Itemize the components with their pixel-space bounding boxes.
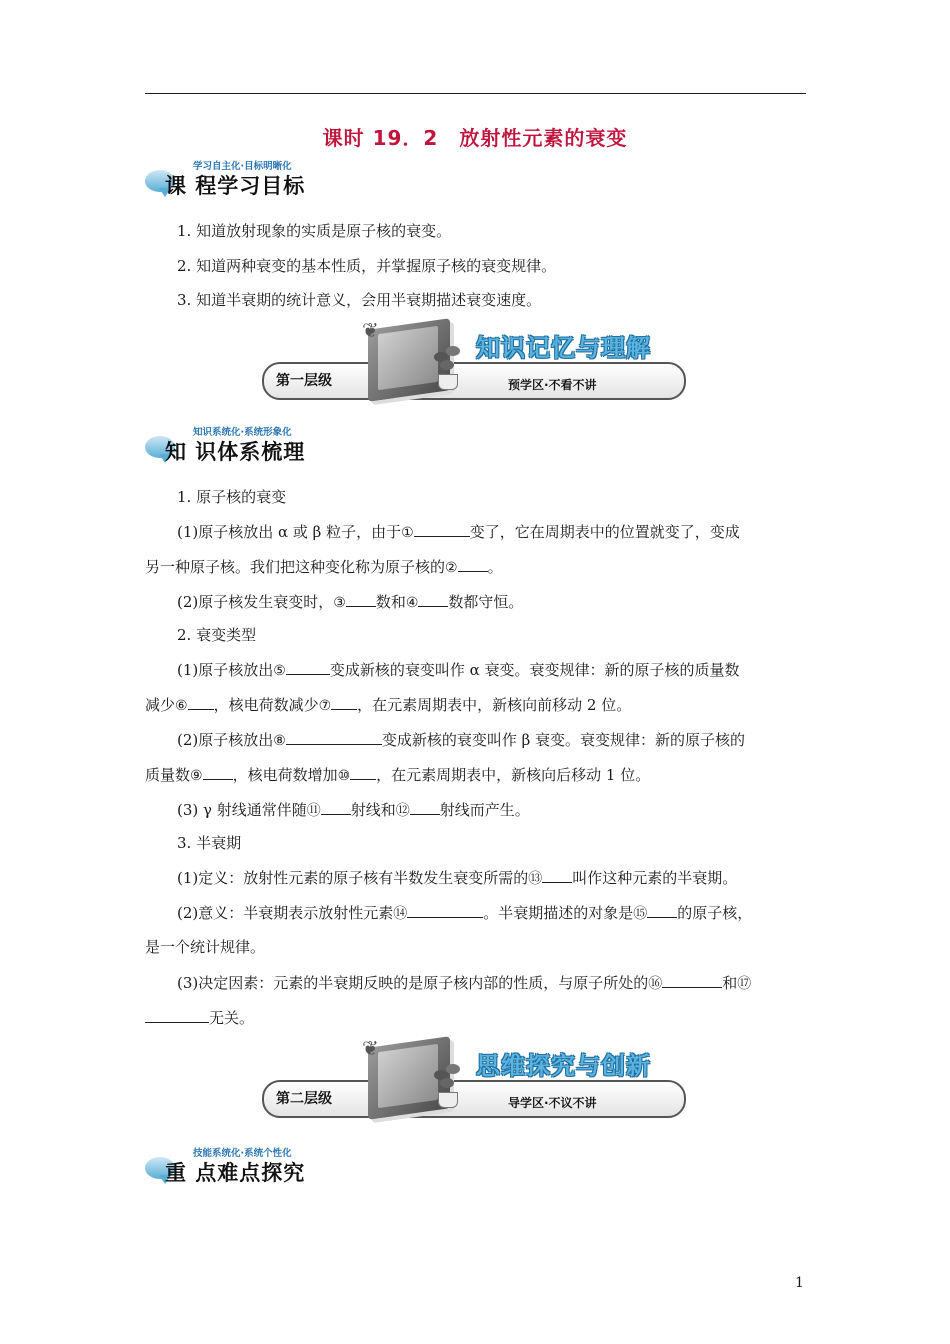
section-subtitle: 学习自主化·目标明晰化 [193,161,292,172]
text-line: 减少⑥ ，核电荷数减少⑦ ，在元素周期表中，新核向前移动 2 位。 [145,696,632,714]
objective-item: 1. 知道放射现象的实质是原子核的衰变。 [177,222,452,240]
fill-blank[interactable] [346,591,376,607]
fill-blank[interactable] [410,799,440,815]
page-title: 课时 19．2 放射性元素的衰变 [322,126,628,150]
text-line: (3) γ 射线通常伴随⑪ 射线和⑫ 射线而产生。 [177,801,530,819]
fill-blank[interactable] [407,902,483,918]
butterfly-icon: ❦ [362,318,379,342]
book-page-icon [378,326,438,390]
fill-blank[interactable] [458,556,488,572]
section-subtitle: 技能系统化·系统个性化 [193,1148,292,1159]
section-header-knowledge [145,424,385,466]
heading-3: 3. 半衰期 [177,834,242,852]
banner-tagline: 预学区·不看不讲 [508,378,597,392]
fill-blank[interactable] [203,764,233,780]
text-line: 无关。 [145,1007,254,1028]
objective-item: 2. 知道两种衰变的基本性质，并掌握原子核的衰变规律。 [177,257,557,275]
fill-blank[interactable] [414,521,470,537]
book-page-icon [378,1044,438,1108]
text-line: (2)意义：半衰期表示放射性元素⑭ 。半衰期描述的对象是⑮ 的原子核， [177,904,753,922]
header-rule [145,93,806,94]
section-header-objectives [145,158,385,200]
plant-icon [432,346,462,390]
fill-blank[interactable] [321,799,351,815]
text-line: (1)原子核放出 α 或 β 粒子，由于① 变了，它在周期表中的位置就变了，变成 [177,523,740,541]
section-title: 课 程学习目标 [165,174,306,198]
fill-blank[interactable] [350,764,376,780]
text-line: (1)原子核放出⑤ 变成新核的衰变叫作 α 衰变。衰变规律：新的原子核的质量数 [177,661,740,679]
level-banner-2 [262,1036,686,1128]
fill-blank[interactable] [286,729,382,745]
page-number: 1 [795,1275,804,1291]
fill-blank[interactable] [286,659,330,675]
section-title: 知 识体系梳理 [165,440,306,464]
fill-blank[interactable] [331,694,357,710]
plant-icon [432,1064,462,1108]
banner-main-title: 知识记忆与理解 [476,334,651,362]
fill-blank[interactable] [647,902,677,918]
banner-level-label: 第二层级 [276,1091,332,1107]
fill-blank[interactable] [188,694,214,710]
fill-blank[interactable] [145,1007,209,1023]
banner-tagline: 导学区·不议不讲 [508,1096,597,1110]
butterfly-icon: ❦ [362,1036,379,1060]
section-title: 重 点难点探究 [165,1161,306,1185]
heading-2: 2. 衰变类型 [177,626,257,644]
fill-blank[interactable] [542,867,572,883]
banner-level-label: 第一层级 [276,373,332,389]
objective-item: 3. 知道半衰期的统计意义，会用半衰期描述衰变速度。 [177,291,542,309]
banner-main-title: 思维探究与创新 [476,1052,651,1080]
section-subtitle: 知识系统化·系统形象化 [193,427,292,438]
fill-blank[interactable] [418,591,448,607]
text-line: 是一个统计规律。 [145,938,266,956]
text-line: (3)决定因素：元素的半衰期反映的是原子核内部的性质，与原子所处的⑯ 和⑰ [177,974,752,992]
text-line: 质量数⑨ ，核电荷数增加⑩ ，在元素周期表中，新核向后移动 1 位。 [145,766,651,784]
text-line: (2)原子核放出⑧ 变成新核的衰变叫作 β 衰变。衰变规律：新的原子核的 [177,731,746,749]
text-line: 另一种原子核。我们把这种变化称为原子核的② 。 [145,558,503,576]
level-banner-1 [262,318,686,410]
text-line: (1)定义：放射性元素的原子核有半数发生衰变所需的⑬ 叫作这种元素的半衰期。 [177,869,738,887]
heading-1: 1. 原子核的衰变 [177,488,287,506]
fill-blank[interactable] [662,972,722,988]
text-line: (2)原子核发生衰变时，③ 数和④ 数都守恒。 [177,593,524,611]
section-header-key-points [145,1145,385,1187]
